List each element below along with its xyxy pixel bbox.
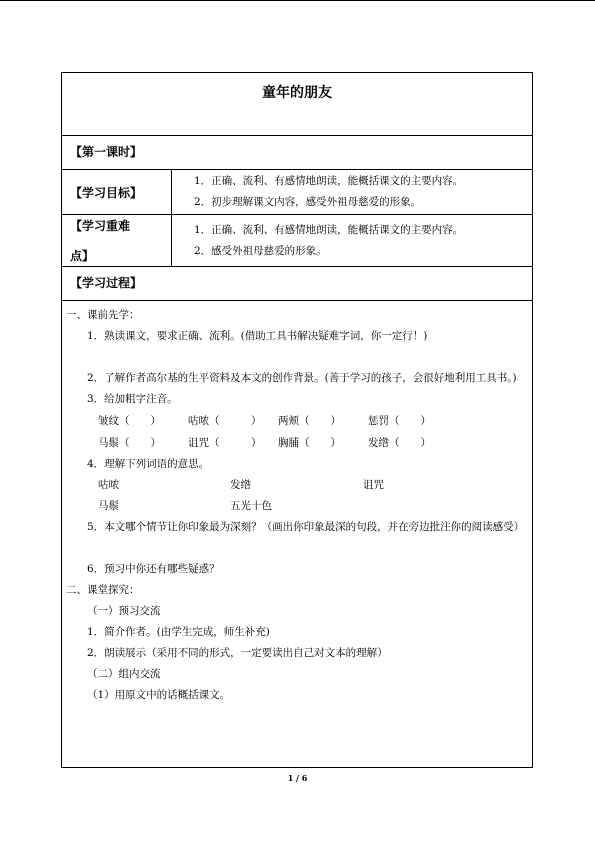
difficulties-label-line2: 点】 xyxy=(70,248,95,263)
process-label: 【学习过程】 xyxy=(62,267,532,301)
goals-label: 【学习目标】 xyxy=(62,170,172,214)
vocab-word: 诅咒 xyxy=(363,479,384,491)
pinyin-cell: 咕哝（ ） xyxy=(188,415,262,427)
vocab-word: 发绺 xyxy=(230,479,251,491)
section2-sub-2: （二）组内交流 xyxy=(87,668,161,680)
goals-content xyxy=(172,170,532,214)
process-body xyxy=(62,301,532,706)
goal-item: 1．正确、流利、有感情地朗读，能概括课文的主要内容。 xyxy=(194,175,464,187)
section2-sub-1: （一）预习交流 xyxy=(87,605,161,617)
vocab-row xyxy=(62,475,532,496)
section2-heading: 二、课堂探究： xyxy=(66,584,140,596)
difficulties-content xyxy=(172,215,532,266)
explore-item-1: 1．简介作者。(由学生完成，师生补充) xyxy=(87,626,270,638)
pinyin-cell: 发绺（ ） xyxy=(368,437,431,449)
pre-study-item-4: 4．理解下列词语的意思。 xyxy=(87,458,210,470)
pinyin-cell: 马鬃（ ） xyxy=(98,437,161,449)
lesson-period: 【第一课时】 xyxy=(62,136,532,170)
pinyin-row xyxy=(62,432,532,454)
goals-row xyxy=(62,170,532,215)
pinyin-cell: 皱纹（ ） xyxy=(98,415,161,427)
pinyin-cell: 惩罚（ ） xyxy=(368,415,431,427)
pinyin-cell: 诅咒（ ） xyxy=(188,437,262,449)
goal-item: 2．初步理解课文内容，感受外祖母慈爱的形象。 xyxy=(194,196,422,208)
pre-study-item-1: 1．熟读课文，要求正确、流利。(借助工具书解决疑难字词，你一定行！) xyxy=(87,330,428,342)
lesson-table xyxy=(61,72,533,768)
difficulty-item: 2．感受外祖母慈爱的形象。 xyxy=(194,244,327,257)
difficulties-label xyxy=(62,215,172,266)
difficulties-label-line1: 【学习重难 xyxy=(70,218,131,233)
difficulties-row xyxy=(62,215,532,267)
title-row xyxy=(62,73,532,136)
pre-study-item-3: 3．给加粗字注音。 xyxy=(87,393,178,405)
pre-study-item-2: 2．了解作者高尔基的生平资料及本文的创作背景。(善于学习的孩子，会很好地利用工具书。) xyxy=(87,372,517,384)
explore-item-3: （1）用原文中的话概括课文。 xyxy=(87,689,231,701)
page-number: 1 / 6 xyxy=(287,773,308,783)
explore-item-2: 2．朗读展示（采用不同的形式，一定要读出自己对文本的理解） xyxy=(87,647,388,659)
page-title: 童年的朋友 xyxy=(262,85,332,101)
vocab-word: 马鬃 xyxy=(98,500,119,512)
vocab-word: 五光十色 xyxy=(230,500,272,512)
vocab-word: 咕哝 xyxy=(98,479,119,491)
vocab-row xyxy=(62,496,532,517)
pinyin-cell: 胸脯（ ） xyxy=(278,437,341,449)
pinyin-row xyxy=(62,410,532,432)
header-rule xyxy=(0,0,595,1)
pinyin-cell: 两颊（ ） xyxy=(278,415,341,427)
difficulty-item: 1．正确、流利、有感情地朗读，能概括课文的主要内容。 xyxy=(194,223,464,236)
pre-study-item-5: 5．本文哪个情节让你印象最为深刻？（画出你印象最深的句段，并在旁边批注你的阅读感受） xyxy=(87,521,525,533)
pre-study-item-6: 6．预习中你还有哪些疑惑？ xyxy=(87,563,220,575)
section1-heading: 一、课前先学： xyxy=(66,309,140,321)
